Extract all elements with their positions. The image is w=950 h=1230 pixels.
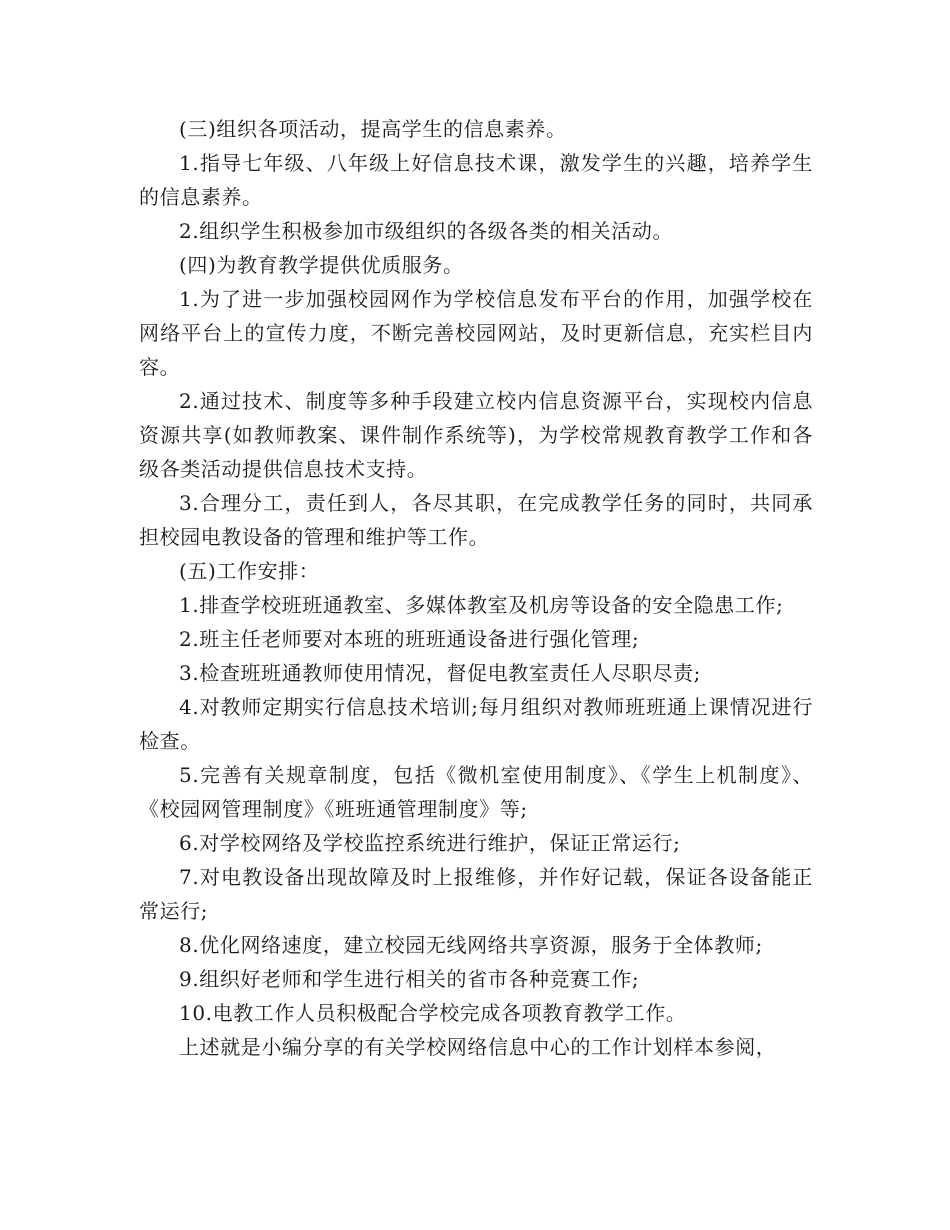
paragraph: 3.合理分工，责任到人，各尽其职，在完成教学任务的同时，共同承担校园电教设备的管理和维护等工作。 (139, 491, 813, 549)
document-body (139, 112, 813, 1064)
list-item: 1.排查学校班班通教室、多媒体教室及机房等设备的安全隐患工作; (179, 593, 784, 617)
section-heading-three: (三)组织各项活动，提高学生的信息素养。 (179, 117, 567, 141)
list-item: 8.优化网络速度，建立校园无线网络共享资源，服务于全体教师; (179, 933, 763, 957)
list-item: 5.完善有关规章制度，包括《微机室使用制度》、《学生上机制度》、《校园网管理制度》《班班通管理制度》等; (139, 763, 814, 821)
paragraph: 1.指导七年级、八年级上好信息技术课，激发学生的兴趣，培养学生的信息素养。 (139, 151, 813, 209)
list-item: 7.对电教设备出现故障及时上报维修，并作好记载，保证各设备能正常运行; (139, 865, 813, 923)
list-item: 2.班主任老师要对本班的班班通设备进行强化管理; (179, 627, 640, 651)
closing-paragraph: 上述就是小编分享的有关学校网络信息中心的工作计划样本参阅， (179, 1035, 777, 1059)
section-heading-four: (四)为教育教学提供优质服务。 (179, 253, 464, 277)
list-item: 4.对教师定期实行信息技术培训;每月组织对教师班班通上课情况进行检查。 (139, 695, 813, 753)
list-item: 10.电教工作人员积极配合学校完成各项教育教学工作。 (179, 1001, 687, 1025)
paragraph: 2.通过技术、制度等多种手段建立校内信息资源平台，实现校内信息资源共享(如教师教案、课件制作系统等)，为学校常规教育教学工作和各级各类活动提供信息技术支持。 (139, 389, 813, 481)
paragraph: 2.组织学生积极参加市级组织的各级各类的相关活动。 (179, 219, 674, 243)
list-item: 6.对学校网络及学校监控系统进行维护，保证正常运行; (179, 831, 681, 855)
section-heading-five: (五)工作安排： (179, 559, 320, 583)
paragraph: 1.为了进一步加强校园网作为学校信息发布平台的作用，加强学校在网络平台上的宣传力度，不断完善校园网站，及时更新信息，充实栏目内容。 (139, 287, 813, 379)
list-item: 9.组织好老师和学生进行相关的省市各种竞赛工作; (179, 967, 640, 991)
list-item: 3.检查班班通教师使用情况，督促电教室责任人尽职尽责; (179, 661, 702, 685)
